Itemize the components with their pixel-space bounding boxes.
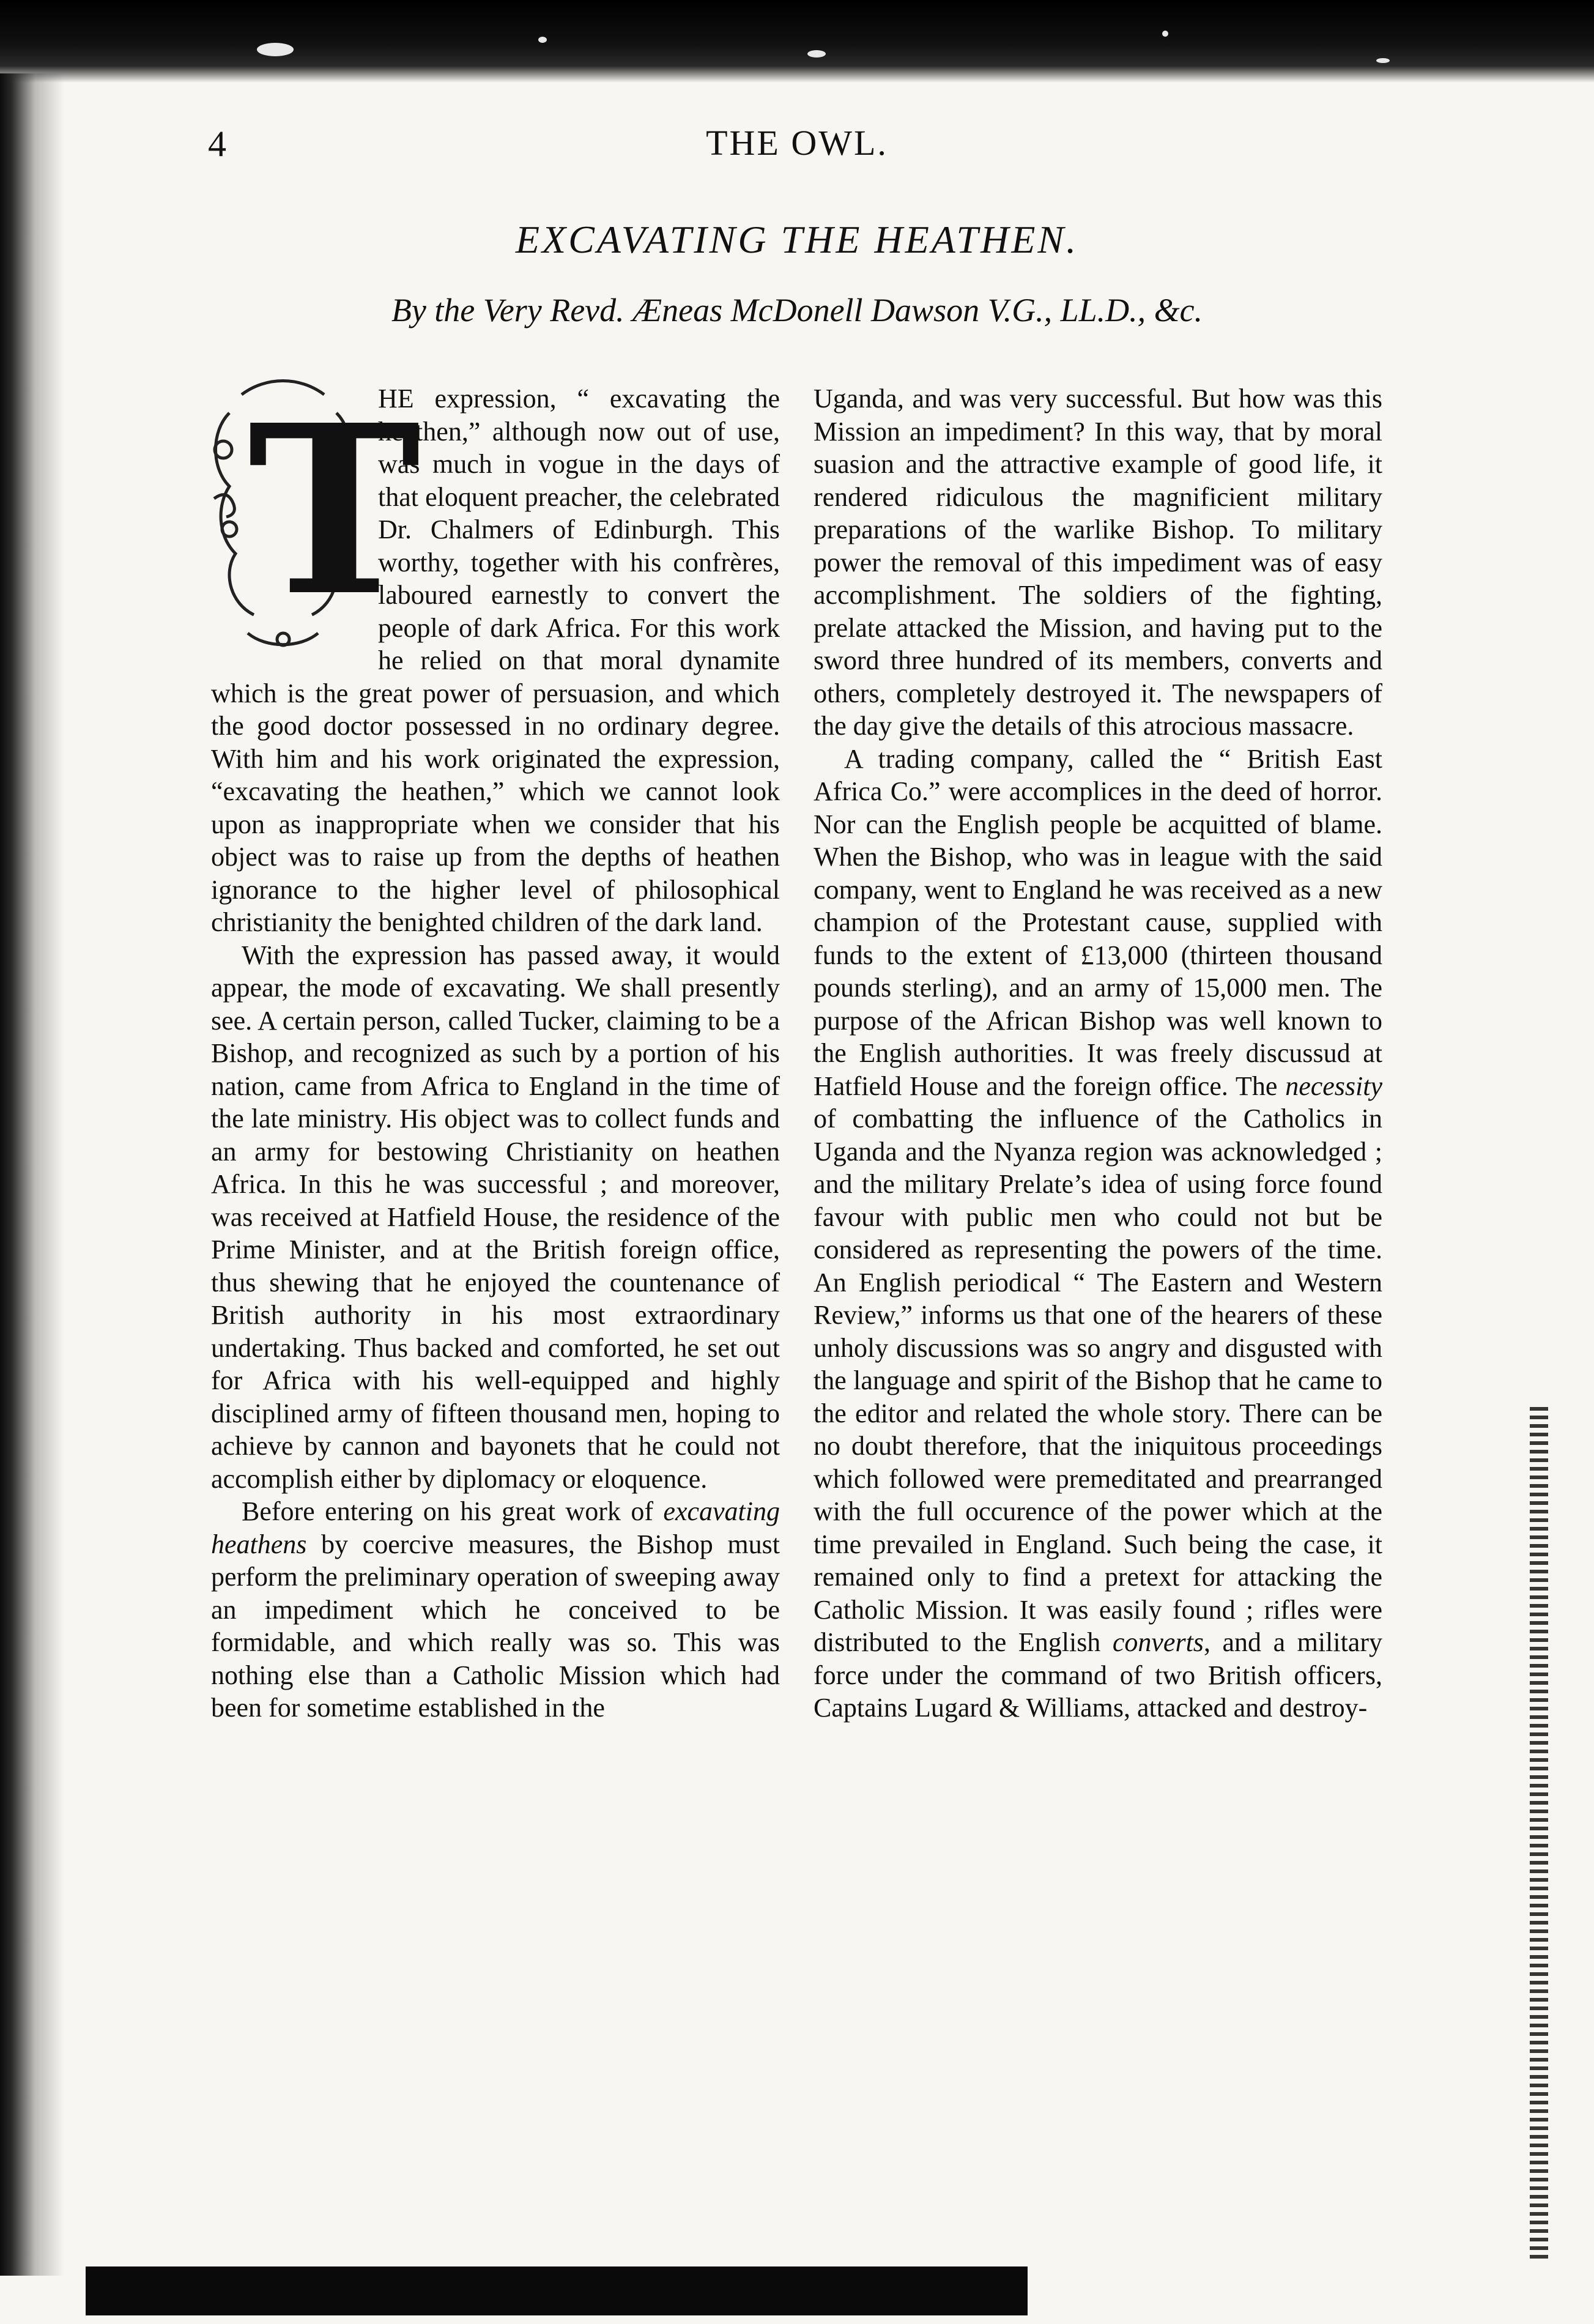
page-number: 4 (208, 124, 226, 164)
scan-border-top (0, 0, 1594, 83)
paragraph: With the expression has passed away, it would appear, the mode of excavating. We shall presently see. A certain person, called Tucker, claiming to be a Bishop, and recognized as such by a portion of his nation, came from Africa to England in the time of the late ministry. His object was to collect funds and an army for bestowing Christianity on heathen Africa. In this he was successful ; and moreover, was received at Hatfield House, the residence of the Prime Minister, and at the British foreign office, thus shewing that he enjoyed the countenance of British authority in his most extraordinary undertaking. Thus backed and comforted, he set out for Africa with his well-equipped and highly disciplined army of fifteen thousand men, hoping to achieve by cannon and bayonets that he could not accomplish either by diplomacy or eloquence. (211, 940, 780, 1494)
dropcap-letter: T (248, 374, 421, 647)
running-head: THE OWL. (706, 123, 888, 163)
ornamental-dropcap (205, 374, 421, 653)
scan-edge-right (1530, 1407, 1548, 2263)
left-column (211, 374, 780, 1724)
paragraph: HE expression, “ excavating the heathen,” although now out of use, was much in vogue in the days of that eloquent preacher, the celebrated Dr. Chalmers of Edinburgh. This worthy, together with his confrères, laboured earnestly to convert the people of dark Africa. For this work he relied on that moral dynamite which is the great power of persuasion, and which the good doctor possessed in no ordinary degree. With him and his work originated the expression, “excavating the heathen,” which we cannot look upon as inappropriate when we consider that his object was to raise up from the depths of heathen ignorance to the higher level of philosophical christianity the benighted children of the dark land. (211, 384, 780, 937)
italic-phrase: excavating heathens (211, 1496, 780, 1559)
right-column (814, 382, 1382, 1724)
scan-border-bottom (86, 2266, 1028, 2315)
italic-phrase: necessity (1285, 1071, 1382, 1101)
paragraph: Before entering on his great work of excavating heathens by coercive measures, the Bishop must perform the preliminary operation of sweeping away an impediment which he conceived to be formidable, and which really was so. This was nothing else than a Catholic Mission which had been for sometime established in the (211, 1496, 780, 1723)
italic-phrase: converts (1112, 1627, 1204, 1657)
paragraph: Uganda, and was very successful. But how was this Mission an impediment? In this way, that by moral suasion and the attractive example of good life, it rendered ridiculous the magnificient military preparations of the warlike Bishop. To military power the removal of this impediment was of easy accomplishment. The soldiers of the fighting, prelate attacked the Mission, and having put to the sword three hundred of its members, converts and others, completely destroyed it. The newspapers of the day give the details of this atrocious massacre. (814, 384, 1382, 741)
scan-border-left (0, 73, 64, 2276)
byline: By the Very Revd. Æneas McDonell Dawson V.G., LL.D., &c. (391, 292, 1203, 329)
paragraph: A trading company, called the “ British East Africa Co.” were accomplices in the deed of horror. Nor can the English people be acquitted of blame. When the Bishop, who was in league with the said company, went to England he was received as a new champion of the Protestant cause, supplied with funds to the extent of £13,000 (thirteen thousand pounds sterling), and an army of 15,000 men. The purpose of the African Bishop was well known to the English authorities. It was freely discussud at Hatfield House and the foreign office. The necessity of combatting the influence of the Catholics in Uganda and the Nyanza region was acknowledged ; and the military Prelate’s idea of using force found favour with public men who could not but be considered as representing the powers of the time. An English periodical “ The Eastern and Western Review,” informs us that one of the hearers of these unholy discussions was so angry and disgusted with the language and spirit of the Bishop that he came to the editor and related the whole story. There can be no doubt therefore, that the iniquitous proceedings which followed were premeditated and prearranged with the full occurence of the power which at the time prevailed in England. Such being the case, it remained only to find a pretext for attacking the Catholic Mission. It was easily found ; rifles were distributed to the English converts, and a military force under the command of two British officers, Captains Lugard & Williams, attacked and destroy- (814, 743, 1382, 1723)
article-title: EXCAVATING THE HEATHEN. (515, 218, 1079, 261)
